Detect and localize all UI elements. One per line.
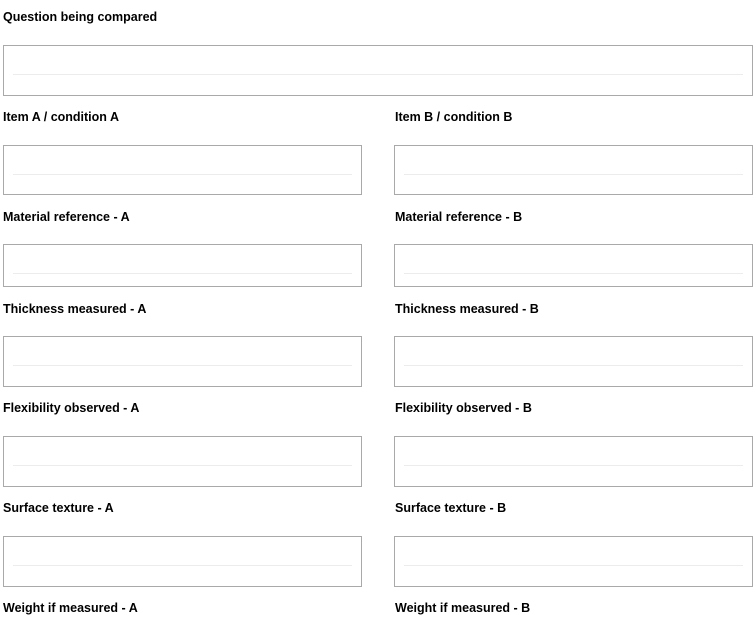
material-reference-b-label: Material reference - B [395, 210, 523, 224]
surface-texture-a-field[interactable] [3, 536, 362, 587]
flexibility-a-field[interactable] [3, 436, 362, 487]
writing-line [404, 465, 743, 466]
writing-line [13, 74, 743, 75]
material-reference-a-field[interactable] [3, 244, 362, 287]
material-reference-a-label: Material reference - A [3, 210, 130, 224]
question-label: Question being compared [3, 10, 158, 24]
writing-line [13, 565, 352, 566]
item-a-label: Item A / condition A [3, 110, 119, 124]
thickness-b-field[interactable] [394, 336, 753, 387]
weight-b-label: Weight if measured - B [395, 601, 531, 615]
item-b-field[interactable] [394, 145, 753, 195]
surface-texture-b-field[interactable] [394, 536, 753, 587]
thickness-a-label: Thickness measured - A [3, 302, 147, 316]
weight-a-label: Weight if measured - A [3, 601, 138, 615]
thickness-b-label: Thickness measured - B [395, 302, 539, 316]
item-b-label: Item B / condition B [395, 110, 513, 124]
material-reference-b-field[interactable] [394, 244, 753, 287]
item-a-field[interactable] [3, 145, 362, 195]
writing-line [404, 174, 743, 175]
surface-texture-b-label: Surface texture - B [395, 501, 507, 515]
flexibility-b-label: Flexibility observed - B [395, 401, 532, 415]
writing-line [13, 273, 352, 274]
writing-line [13, 365, 352, 366]
writing-line [13, 465, 352, 466]
writing-line [404, 365, 743, 366]
surface-texture-a-label: Surface texture - A [3, 501, 114, 515]
thickness-a-field[interactable] [3, 336, 362, 387]
writing-line [404, 273, 743, 274]
flexibility-b-field[interactable] [394, 436, 753, 487]
question-field[interactable] [3, 45, 753, 96]
writing-line [13, 174, 352, 175]
flexibility-a-label: Flexibility observed - A [3, 401, 140, 415]
writing-line [404, 565, 743, 566]
